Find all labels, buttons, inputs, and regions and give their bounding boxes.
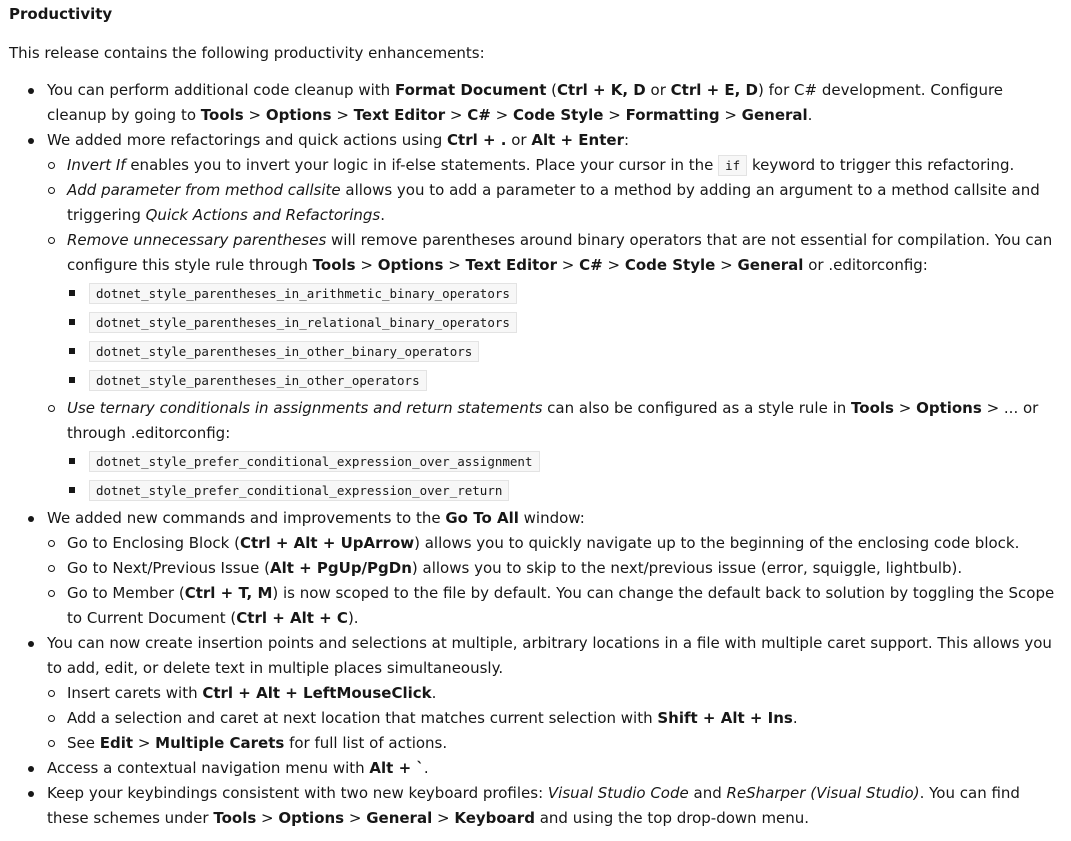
feature-name: Use ternary conditionals in assignments and return statements	[67, 399, 543, 417]
inline-code: dotnet_style_prefer_conditional_expression_over_return	[89, 480, 509, 501]
refactorings-sublist	[47, 153, 1061, 504]
text: allows you to add a parameter to a method by adding an argument to a method callsite and triggering	[67, 181, 1040, 224]
path-separator: >	[344, 809, 367, 827]
sublist-item-go-to-member	[47, 581, 1061, 631]
section-title: Productivity	[9, 5, 113, 23]
menu-path-item: Keyboard	[454, 809, 535, 827]
option-item	[67, 309, 1061, 336]
menu-path-item: Options	[916, 399, 982, 417]
format-document-label: Format Document	[394, 81, 547, 99]
sublist-item-remove-parentheses	[47, 228, 1061, 394]
text: (	[546, 81, 558, 99]
shortcut: Ctrl + Alt + UpArrow	[239, 534, 415, 552]
window-name: Go To All	[445, 509, 519, 527]
menu-path-item: Tools	[851, 399, 894, 417]
shortcut: Alt + `	[369, 759, 424, 777]
path-separator: >	[256, 809, 279, 827]
inline-code: dotnet_style_parentheses_in_relational_binary_operators	[89, 312, 517, 333]
text: :	[623, 131, 630, 149]
list-item-navigation-menu	[9, 756, 1061, 781]
list-item-go-to-all	[9, 506, 1061, 631]
text: .	[431, 684, 437, 702]
feature-name: Add parameter from method callsite	[67, 181, 341, 199]
text: or .editorconfig:	[803, 256, 928, 274]
shortcut: Ctrl + E, D	[670, 81, 759, 99]
option-item	[67, 280, 1061, 307]
feature-name: Remove unnecessary parentheses	[67, 231, 327, 249]
text: ) allows you to skip to the next/previous issue (error, squiggle, lightbulb).	[411, 559, 963, 577]
sublist-item-see-edit	[47, 731, 1061, 756]
menu-path-item: Code Style	[512, 106, 604, 124]
intro-text: This release contains the following productivity enhancements:	[9, 44, 485, 62]
text: will remove parentheses around binary operators that are not essential for compilation. You can configure this style rule through	[67, 231, 1053, 274]
text: Keep your keybindings consistent with two new keyboard profiles:	[47, 784, 548, 802]
text: window:	[518, 509, 585, 527]
text: . You can find these schemes under	[47, 784, 1020, 827]
text: and using the top drop-down menu.	[534, 809, 810, 827]
editorconfig-options-list	[67, 448, 1061, 504]
profile-name: Visual Studio Code	[547, 784, 689, 802]
option-item	[67, 338, 1061, 365]
inline-code: if	[718, 155, 747, 176]
shortcut: Alt + Enter	[531, 131, 624, 149]
feature-list	[9, 78, 1061, 831]
text: ) for C# development. Configure cleanup by going to	[47, 81, 1004, 124]
text: and	[688, 784, 727, 802]
option-item	[67, 367, 1061, 394]
path-separator: >	[133, 734, 156, 752]
inline-code: dotnet_style_prefer_conditional_expression_over_assignment	[89, 451, 540, 472]
shortcut: Ctrl + T, M	[184, 584, 273, 602]
text: ).	[347, 609, 359, 627]
carets-sublist	[47, 681, 1061, 756]
menu-path-item: Formatting	[625, 106, 720, 124]
editorconfig-options-list	[67, 280, 1061, 394]
inline-code: dotnet_style_parentheses_in_other_operators	[89, 370, 427, 391]
text: Access a contextual navigation menu with	[47, 759, 370, 777]
profile-name: ReSharper (Visual Studio)	[726, 784, 920, 802]
menu-path-item: C#	[467, 106, 491, 124]
text: ) is now scoped to the file by default. You can change the default back to solution by toggling the Scope to Current Document (	[67, 584, 1055, 627]
path-separator: >	[432, 809, 455, 827]
option-item	[67, 448, 1061, 475]
path-separator: >	[331, 106, 354, 124]
list-item-keyboard-profiles	[9, 781, 1061, 831]
path-separator: >	[602, 256, 625, 274]
menu-path-item: General	[741, 106, 808, 124]
text: > ... or through .editorconfig:	[67, 399, 1039, 442]
path-separator: >	[893, 399, 917, 417]
menu-path-item: Code Style	[624, 256, 716, 274]
path-separator: >	[445, 106, 468, 124]
path-separator: >	[715, 256, 738, 274]
text: Go to Member (	[67, 584, 185, 602]
text: You can perform additional code cleanup with	[47, 81, 395, 99]
shortcut: Ctrl + Alt + C	[236, 609, 348, 627]
menu-path-item: Text Editor	[465, 256, 558, 274]
go-to-sublist	[47, 531, 1061, 631]
sublist-item-next-previous-issue	[47, 556, 1061, 581]
path-separator: >	[243, 106, 266, 124]
text: We added more refactorings and quick actions using	[47, 131, 448, 149]
menu-path-item: Options	[377, 256, 444, 274]
sublist-item-enclosing-block	[47, 531, 1061, 556]
text: .	[792, 709, 798, 727]
feature-name: Quick Actions and Refactorings	[145, 206, 381, 224]
text: or	[645, 81, 671, 99]
path-separator: >	[443, 256, 466, 274]
text: keyword to trigger this refactoring.	[747, 156, 1015, 174]
sublist-item-ternary-conditionals	[47, 396, 1061, 504]
shortcut: Ctrl + .	[447, 131, 507, 149]
menu-path-item: Options	[278, 809, 345, 827]
text: We added new commands and improvements to the	[47, 509, 446, 527]
path-separator: >	[355, 256, 378, 274]
menu-path-item: Tools	[312, 256, 356, 274]
text: .	[807, 106, 813, 124]
text: Insert carets with	[67, 684, 203, 702]
text: Go to Next/Previous Issue (	[67, 559, 270, 577]
shortcut: Alt + PgUp/PgDn	[269, 559, 412, 577]
menu-path-item: Multiple Carets	[155, 734, 285, 752]
sublist-item-add-selection	[47, 706, 1061, 731]
path-separator: >	[719, 106, 742, 124]
text: or	[506, 131, 532, 149]
text: ) allows you to quickly navigate up to the beginning of the enclosing code block.	[414, 534, 1020, 552]
inline-code: dotnet_style_parentheses_in_other_binary_operators	[89, 341, 479, 362]
text: See	[67, 734, 100, 752]
path-separator: >	[603, 106, 626, 124]
menu-path-item: C#	[579, 256, 603, 274]
sublist-item-insert-carets	[47, 681, 1061, 706]
text: Go to Enclosing Block (	[67, 534, 240, 552]
menu-path-item: Tools	[213, 809, 257, 827]
text: .	[380, 206, 386, 224]
menu-path-item: Text Editor	[353, 106, 446, 124]
menu-path-item: Tools	[200, 106, 244, 124]
menu-path-item: General	[737, 256, 804, 274]
path-separator: >	[557, 256, 580, 274]
list-item-multiple-carets	[9, 631, 1061, 756]
text: can also be configured as a style rule in	[542, 399, 852, 417]
list-item-refactorings	[9, 128, 1061, 504]
feature-name: Invert If	[67, 156, 126, 174]
menu-path-item: Options	[265, 106, 332, 124]
text: for full list of actions.	[284, 734, 448, 752]
path-separator: >	[490, 106, 513, 124]
shortcut: Ctrl + Alt + LeftMouseClick	[202, 684, 432, 702]
text: Add a selection and caret at next location that matches current selection with	[67, 709, 658, 727]
menu-path-item: Edit	[99, 734, 134, 752]
shortcut: Shift + Alt + Ins	[657, 709, 793, 727]
sublist-item-add-parameter	[47, 178, 1061, 228]
shortcut: Ctrl + K, D	[557, 81, 646, 99]
inline-code: dotnet_style_parentheses_in_arithmetic_binary_operators	[89, 283, 517, 304]
menu-path-item: General	[366, 809, 433, 827]
text: You can now create insertion points and selections at multiple, arbitrary locations in a file with multiple caret support. This allows you to add, edit, or delete text in multiple places simultaneously.	[47, 634, 1052, 677]
sublist-item-invert-if	[47, 153, 1061, 178]
option-item	[67, 477, 1061, 504]
list-item-format-document	[9, 78, 1061, 128]
text: .	[423, 759, 429, 777]
text: enables you to invert your logic in if-else statements. Place your cursor in the	[125, 156, 719, 174]
